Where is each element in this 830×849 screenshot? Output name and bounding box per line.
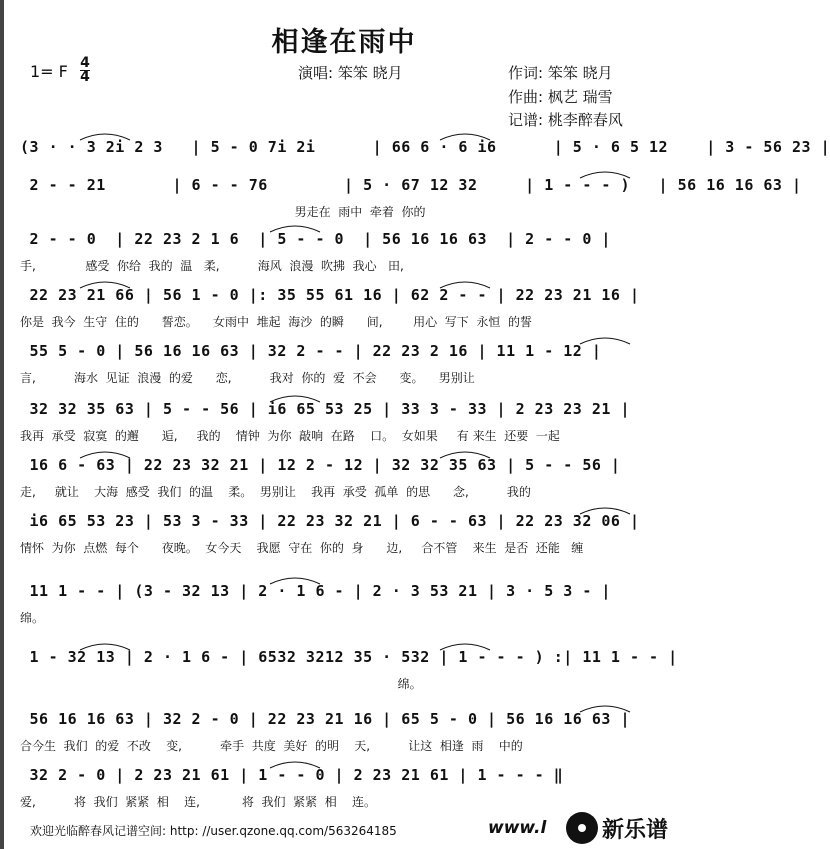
left-edge-bar	[0, 0, 4, 849]
time-signature-bottom: 4	[80, 69, 90, 85]
lyric-line: 走, 就让 大海 感受 我们 的温 柔。 男别让 我再 承受 孤单 的思 念, 我的	[20, 485, 531, 499]
notation-line: 1 - 32 13 | 2 · 1 6 - | 6532 3212 35 · 532 | 1 - - - ) :| 11 1 - - |	[20, 648, 678, 666]
notation-line: 22 23 21 66 | 56 1 - 0 |: 35 55 61 16 | 62 2 - - | 22 23 21 16 |	[20, 286, 640, 304]
site-logo	[488, 810, 684, 846]
notation-line: 16 6 - 63 | 22 23 32 21 | 12 2 - 12 | 32 32 35 63 | 5 - - 56 |	[20, 456, 621, 474]
time-signature-top: 4	[80, 55, 90, 71]
lyric-line: 你是 我今 生守 住的 誓恋。 女雨中 堆起 海沙 的瞬 间, 用心 写下 永恒 的誓	[20, 315, 533, 329]
notation-line: 32 2 - 0 | 2 23 21 61 | 1 - - 0 | 2 23 21 61 | 1 - - - ‖	[20, 766, 564, 784]
key-signature: 1= F	[30, 62, 68, 81]
lyric-line: 男走在 雨中 牵着 你的	[20, 205, 426, 219]
notation-line: 11 1 - - | (3 - 32 13 | 2 · 1 6 - | 2 · 3 53 21 | 3 · 5 3 - |	[20, 582, 611, 600]
lyric-line: 爱, 将 我们 紧紧 相 连, 将 我们 紧紧 相 连。	[20, 795, 377, 809]
lyric-line: 绵。	[20, 677, 422, 691]
notation-line: (3 · · 3 2i 2 3 | 5 - 0 7i 2i | 66 6 · 6 i6 | 5 · 6 5 12 | 3 - 56 23 |	[20, 138, 830, 156]
notation-line: 2 - - 21 | 6 - - 76 | 5 · 67 12 32 | 1 - - - ) | 56 16 16 63 |	[20, 176, 802, 194]
composer-credit: 作曲: 枫艺 瑞雪	[508, 88, 613, 106]
notation-line: 56 16 16 63 | 32 2 - 0 | 22 23 21 16 | 65 5 - 0 | 56 16 16 63 |	[20, 710, 630, 728]
lyric-line: 合今生 我们 的爱 不改 变, 牵手 共度 美好 的明 天, 让这 相逢 雨 中的	[20, 739, 523, 753]
notation-line: 2 - - 0 | 22 23 2 1 6 | 5 - - 0 | 56 16 16 63 | 2 - - 0 |	[20, 230, 611, 248]
score-line	[20, 648, 678, 702]
lyric-line: 言, 海水 见证 浪漫 的爱 恋, 我对 你的 爱 不会 变。 男别让	[20, 371, 475, 385]
logo-brand: 新乐谱	[602, 818, 669, 843]
lyric-line: 手, 感受 你给 我的 温 柔, 海风 浪漫 吹拂 我心 田,	[20, 259, 404, 273]
notation-line: i6 65 53 23 | 53 3 - 33 | 22 23 32 21 | 6 - - 63 | 22 23 32 06 |	[20, 512, 640, 530]
lyric-line: 绵。	[20, 611, 45, 625]
score-line	[20, 512, 670, 566]
score-line	[20, 582, 670, 636]
music-disc-icon	[566, 812, 598, 844]
lyric-line: 我再 承受 寂寞 的邂 逅, 我的 情钟 为你 敲响 在路 口。 女如果 有 来生 还要 一起	[20, 429, 560, 443]
logo-www: www.l	[488, 818, 547, 838]
singers-credit: 演唱: 笨笨 晓月	[298, 64, 403, 82]
lyricist-credit: 作词: 笨笨 晓月	[508, 64, 613, 82]
notation-line: 55 5 - 0 | 56 16 16 63 | 32 2 - - | 22 23 2 16 | 11 1 - 12 |	[20, 342, 602, 360]
time-signature	[80, 57, 90, 84]
lyric-line: 情怀 为你 点燃 每个 夜晚。 女今天 我愿 守在 你的 身 边, 合不管 来生 是否 还能 缠	[20, 541, 584, 555]
transcriber-credit: 记谱: 桃李醉春风	[508, 111, 623, 129]
score-line	[20, 342, 670, 396]
notation-line: 32 32 35 63 | 5 - - 56 | i6 65 53 25 | 33 3 - 33 | 2 23 23 21 |	[20, 400, 630, 418]
footer-url: 欢迎光临醉春风记谱空间: http: //user.qzone.qq.com/563264185	[30, 824, 397, 838]
song-title: 相逢在雨中	[271, 27, 417, 58]
